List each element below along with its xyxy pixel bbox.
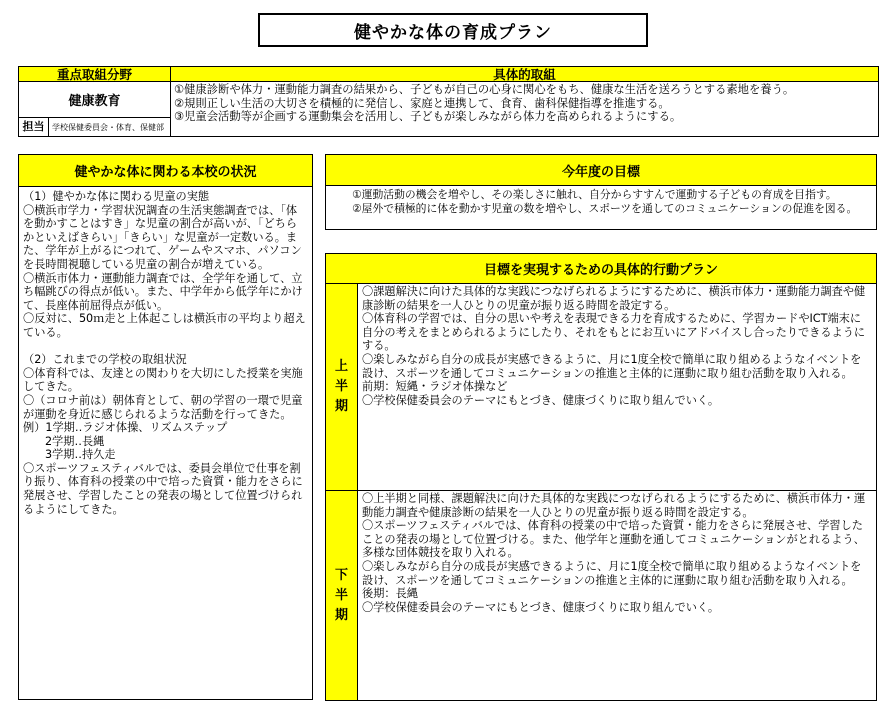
period-char: 上 bbox=[334, 359, 348, 374]
plan-line: 〇スポーツフェスティバルでは、体育科の授業の中で培った資質・能力をさらに発展させ、学習したことの発表の場として位置づける。また、他学年と運動を通してコミュニケーションがとれるよう、多様な団体競技を取り入れる。 bbox=[362, 519, 865, 560]
focus-area-name: 健康教育 bbox=[19, 82, 171, 118]
goal-item: ②屋外で積極的に体を動かす児童の数を増やし、スポーツを通してのコミュニケーションの促進を図る。 bbox=[352, 202, 858, 215]
second-half-label bbox=[326, 491, 358, 700]
annual-goal-header: 今年度の目標 bbox=[326, 155, 876, 186]
period-char: 半 bbox=[334, 587, 348, 603]
status-line: 〇横浜市学力・学習状況調査の生活実態調査では、「体を動かすことはすき」な児童の割合が高いが、「どちらかといえばきらい」「きらい」な児童が一定数いる。また、学年が上がるにつれて、ゲームやスマホ、パソコンを長時間視聴している児童の割合が増えている。 bbox=[23, 203, 302, 271]
status-line: 〇（コロナ前は）朝体育として、朝の学習の一環で児童が運動を身近に感じられるような活動を行ってきた。 bbox=[23, 393, 303, 421]
plan-line: 〇上半期と同様、課題解決に向けた具体的な実践につなげられるようにするために、横浜市体力・運動能力調査や健康診断の結果を一人ひとりの児童が振り返る時間を設定する。 bbox=[362, 492, 866, 519]
plan-line: 前期：短縄・ラジオ体操など bbox=[362, 380, 508, 394]
period-char: 下 bbox=[334, 567, 348, 583]
annual-goal-body bbox=[326, 186, 876, 218]
plan-line: 〇課題解決に向けた具体的な実践につなげられるようにするために、横浜市体力・運動能力調査や健康診断の結果を一人ひとりの児童が振り返る時間を設定する。 bbox=[362, 285, 866, 312]
plan-line: 〇体育科の学習では、自分の思いや考えを表現できる力を育成するために、学習カードやICT端末に自分の考えをまとめられるようにしたり、それをもとにお互いにアドバイスし合ったりできるようにする。 bbox=[362, 312, 866, 353]
header-specific-actions: 具体的取組 bbox=[171, 67, 879, 82]
specific-actions-list bbox=[171, 82, 879, 137]
action-plan-header: 目標を実現するための具体的行動プラン bbox=[326, 254, 876, 284]
first-half-content bbox=[358, 284, 876, 490]
action-item: ②規則正しい生活の大切さを積極的に発信し、家庭と連携して、食育、歯科保健指導を推進する。 bbox=[174, 96, 670, 110]
header-focus-area: 重点取組分野 bbox=[19, 67, 171, 82]
period-char: 半 bbox=[334, 379, 348, 394]
action-plan-panel bbox=[325, 253, 877, 701]
page-title: 健やかな体の育成プラン bbox=[258, 13, 648, 47]
period-char: 期 bbox=[334, 399, 348, 414]
focus-area-table bbox=[18, 66, 879, 137]
plan-line: 〇学校保健委員会のテーマにもとづき、健康づくりに取り組んでいく。 bbox=[362, 600, 720, 614]
tanto-cell bbox=[19, 118, 171, 137]
example-line: 3学期‥持久走 bbox=[45, 448, 116, 462]
action-item: ①健康診断や体力・運動能力調査の結果から、子どもが自己の心身に関心をもち、健康な生活を送ろうとする素地を養う。 bbox=[174, 83, 795, 96]
plan-line: 後期：長縄 bbox=[362, 587, 418, 601]
first-half-label bbox=[326, 284, 358, 490]
school-status-body bbox=[19, 187, 312, 519]
school-status-header: 健やかな体に関わる本校の状況 bbox=[19, 155, 312, 187]
status-line: 〇スポーツフェスティバルでは、委員会単位で仕事を割り振り、体育科の授業の中で培った資質・能力をさらに発展させ、学習したことの発表の場として位置づけられるようにしてきた。 bbox=[23, 461, 303, 516]
goal-item: ①運動活動の機会を増やし、その楽しさに触れ、自分からすすんで運動する子どもの育成を目指す。 bbox=[352, 188, 837, 201]
plan-line: 〇学校保健委員会のテーマにもとづき、健康づくりに取り組んでいく。 bbox=[362, 393, 720, 407]
second-half-content bbox=[358, 491, 876, 700]
example-line: 2学期‥長縄 bbox=[45, 434, 105, 448]
status-line: （2）これまでの学校の取組状況 bbox=[23, 353, 187, 367]
tanto-value: 学校保健委員会・体育、保健部 bbox=[52, 122, 164, 132]
period-char: 期 bbox=[334, 607, 348, 623]
plan-line: 〇楽しみながら自分の成長が実感できるように、月に1度全校で簡単に取り組めるようなイベントを設け、スポーツを通してコミュニケーションの推進と主体的に運動に取り組む活動を取り入れる。 bbox=[362, 559, 862, 587]
action-item: ③児童会活動等が企画する運動集会を活用し、子どもが楽しみながら体力を高められるようにする。 bbox=[174, 110, 682, 123]
status-line: 〇反対に、50ｍ走と上体起こしは横浜市の平均より超えている。 bbox=[23, 312, 306, 339]
status-line: 例）1学期‥ラジオ体操、リズムステップ bbox=[23, 421, 228, 435]
first-half-row bbox=[326, 284, 876, 491]
status-line: 〇横浜市体力・運動能力調査では、全学年を通して、立ち幅跳びの得点が低い。また、中学年から低学年にかけて、長座体前屈得点が低い。 bbox=[23, 271, 303, 312]
spacer bbox=[23, 340, 308, 354]
second-half-row bbox=[326, 491, 876, 700]
school-status-panel bbox=[18, 154, 313, 700]
annual-goal-panel bbox=[325, 154, 877, 230]
status-line: 〇体育科では、友達との関わりを大切にした授業を実施してきた。 bbox=[23, 366, 303, 394]
plan-line: 〇楽しみながら自分の成長が実感できるように、月に1度全校で簡単に取り組めるようなイベントを設け、スポーツを通してコミュニケーションの推進と主体的に運動に取り組む活動を取り入れる。 bbox=[362, 352, 862, 380]
status-line: （1）健やかな体に関わる児童の実態 bbox=[23, 190, 210, 203]
tanto-label: 担当 bbox=[19, 118, 49, 136]
